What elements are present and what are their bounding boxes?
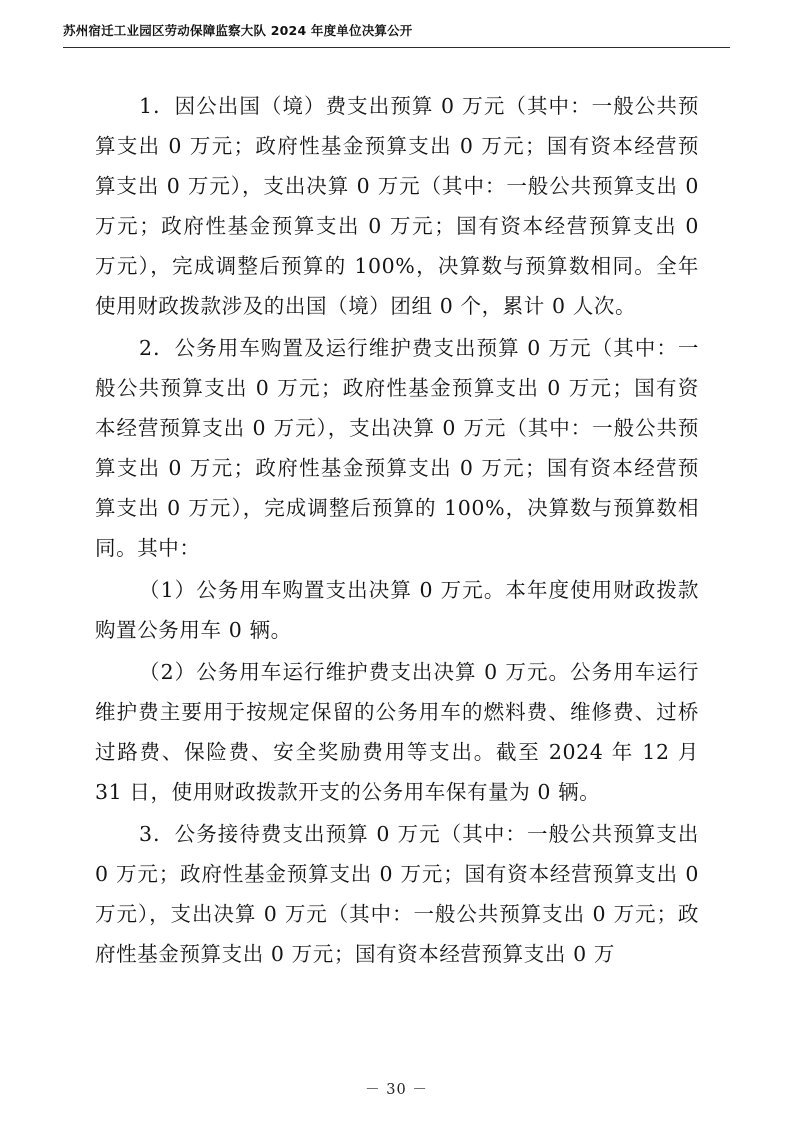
- document-body: [95, 86, 699, 976]
- paragraph: （1）公务用车购置支出决算 0 万元。本年度使用财政拨款购置公务用车 0 辆。: [95, 578, 699, 642]
- header-title: 苏州宿迁工业园区劳动保障监察大队 2024 年度单位决算公开: [63, 23, 413, 38]
- header-divider: [63, 47, 730, 48]
- page-header: [63, 22, 730, 48]
- paragraph: 3．公务接待费支出预算 0 万元（其中：一般公共预算支出 0 万元；政府性基金预算支出 0 万元；国有资本经营预算支出 0 万元），支出决算 0 万元（其中：一般公共预算支出 0 万元；政府性基金预算支出 0 万元；国有资本经营预算支出 0 万: [95, 822, 699, 966]
- paragraph: 1．因公出国（境）费支出预算 0 万元（其中：一般公共预算支出 0 万元；政府性基金预算支出 0 万元；国有资本经营预算支出 0 万元），支出决算 0 万元（其中：一般公共预算支出 0 万元；政府性基金预算支出 0 万元；国有资本经营预算支出 0 万元），完成调整后预算的 100%，决算数与预算数相同。全年使用财政拨款涉及的出国（境）团组 0 个，累计 0 人次。: [95, 94, 699, 318]
- paragraph: （2）公务用车运行维护费支出决算 0 万元。公务用车运行维护费主要用于按规定保留的公务用车的燃料费、维修费、过桥过路费、保险费、安全奖励费用等支出。截至 2024 年 12 月 31 日，使用财政拨款开支的公务用车保有量为 0 辆。: [95, 660, 699, 804]
- page-number: － 30 －: [365, 1082, 428, 1098]
- paragraph: 2．公务用车购置及运行维护费支出预算 0 万元（其中：一般公共预算支出 0 万元；政府性基金预算支出 0 万元；国有资本经营预算支出 0 万元），支出决算 0 万元（其中：一般公共预算支出 0 万元；政府性基金预算支出 0 万元；国有资本经营预算支出 0 万元），完成调整后预算的 100%，决算数与预算数相同。其中：: [95, 336, 699, 560]
- page-footer: [0, 1078, 793, 1099]
